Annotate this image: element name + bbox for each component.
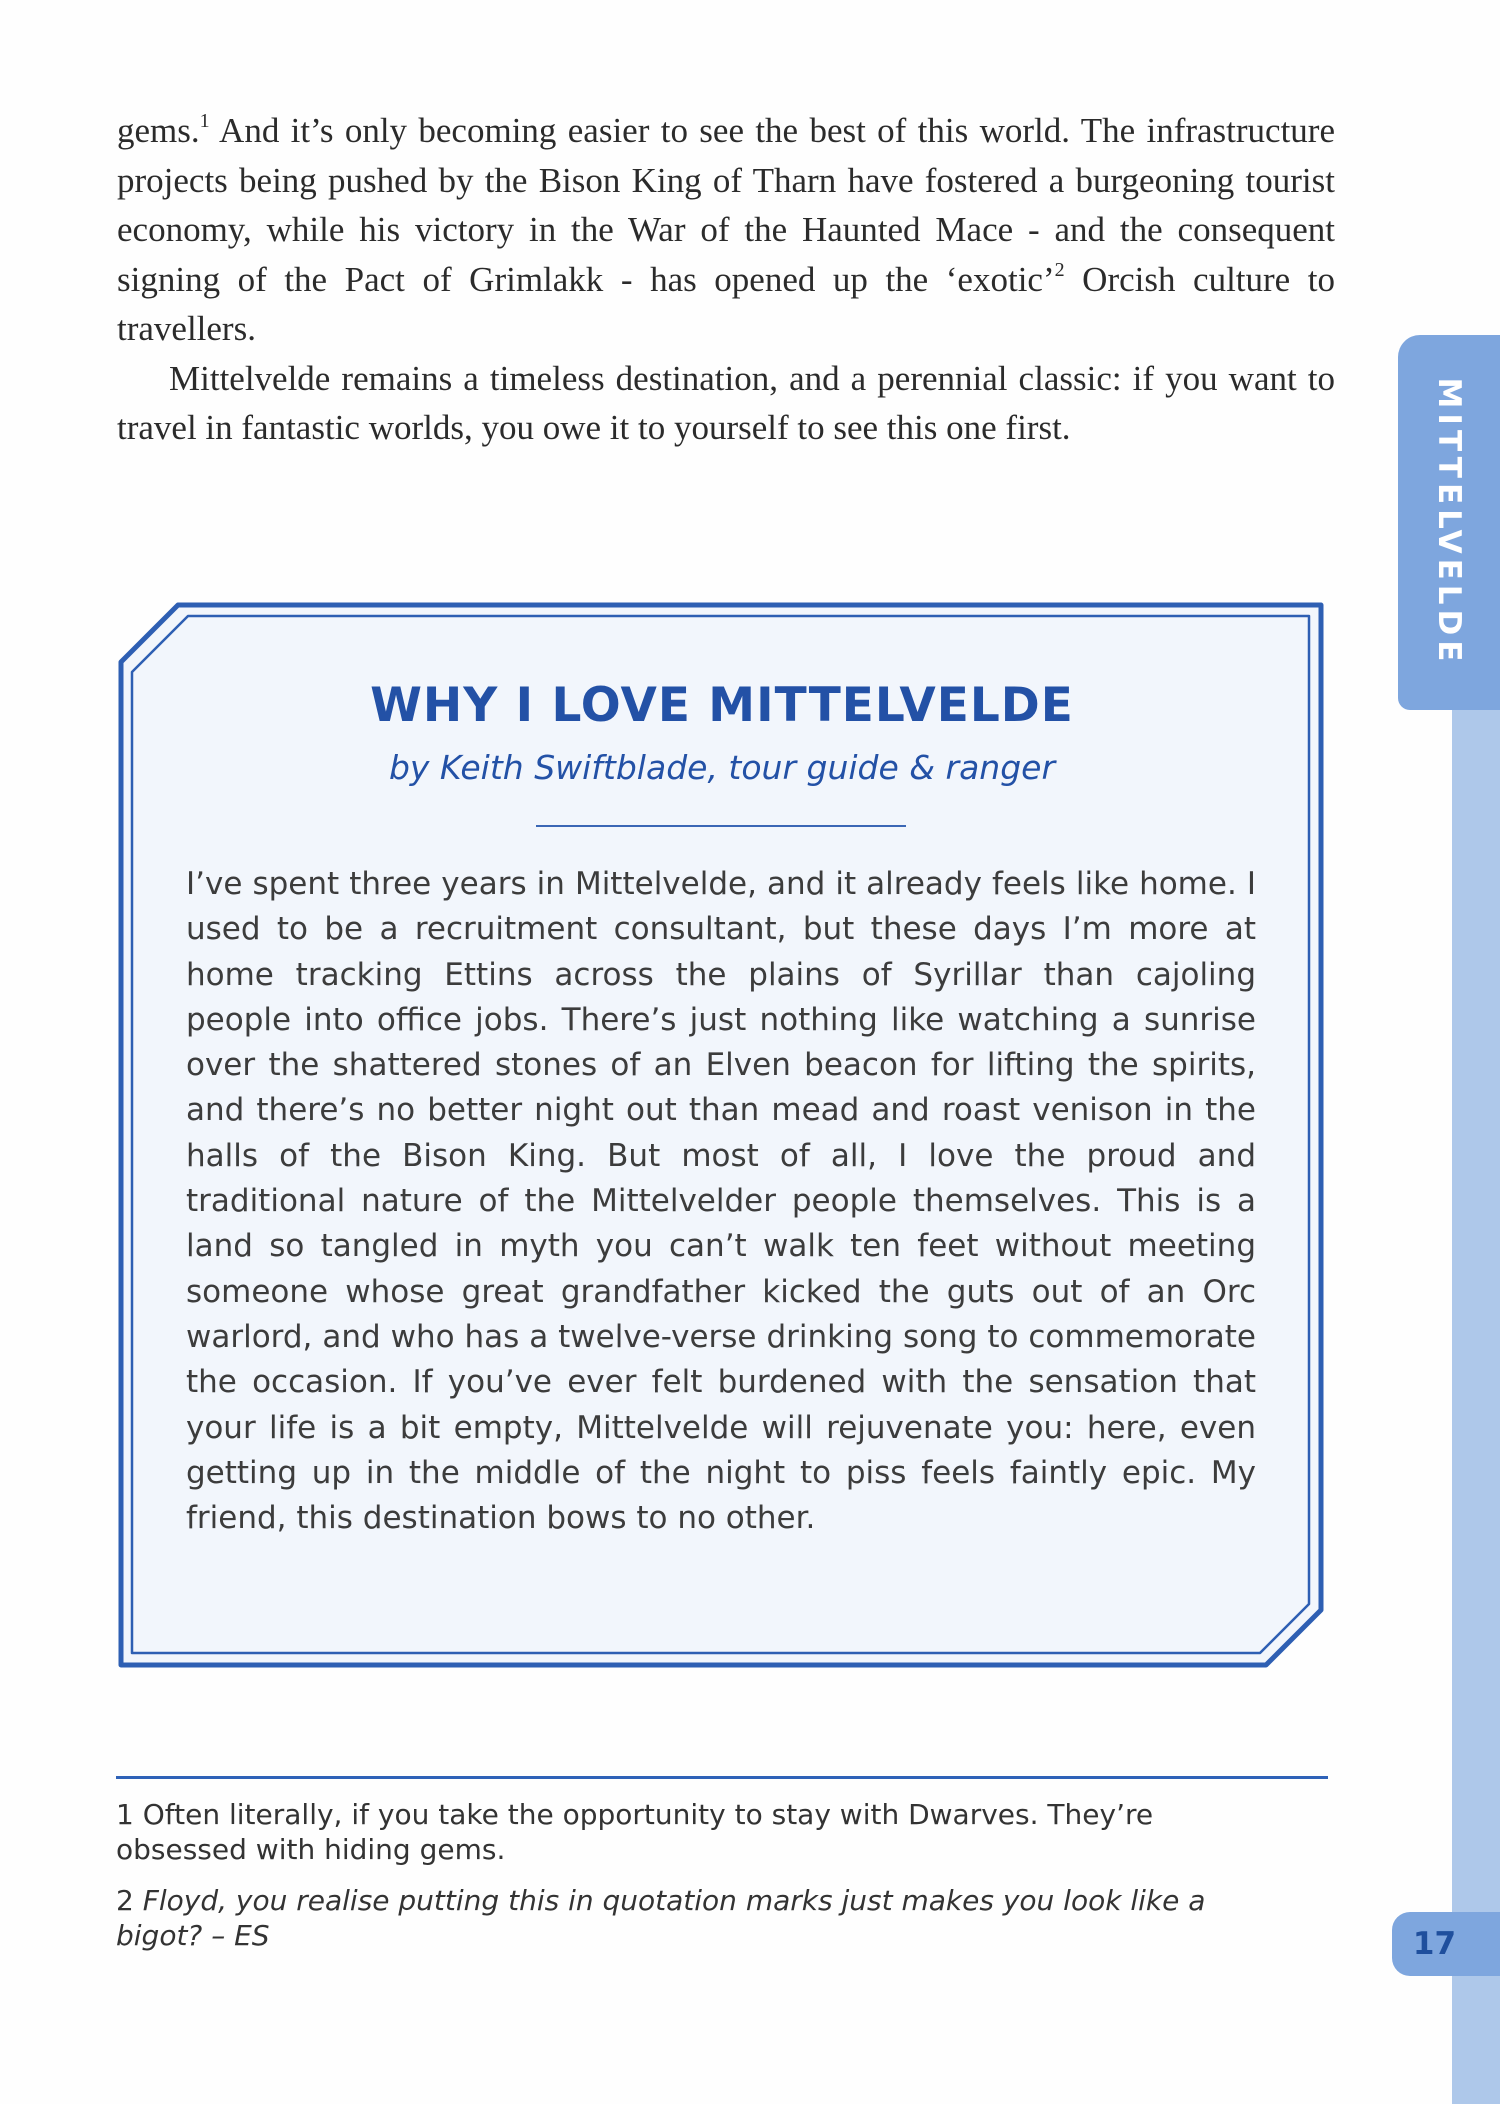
- footnote-2: [116, 1883, 1256, 1953]
- page-number: 17: [1412, 1926, 1457, 1962]
- footnote-text: Floyd, you realise putting this in quotation marks just makes you look like a bigot? – ES: [116, 1884, 1206, 1952]
- feature-title: WHY I LOVE MITTELVELDE: [370, 678, 1074, 733]
- main-text: [117, 106, 1335, 453]
- footnote-ref-2: 2: [1054, 258, 1065, 281]
- footnotes: [116, 1797, 1256, 1969]
- footnote-number: 2: [116, 1884, 134, 1917]
- feature-body: I’ve spent three years in Mittelvelde, and it already feels like home. I used to be a recruitment consultant, but these days I’m more at home tracking Ettins across the plains of Syrillar than cajoling people into office jobs. There’s just nothing like watching a sunrise over the shattered stones of an Elven beacon for lifting the spirits, and there’s no better night out than mead and roast venison in the halls of the Bison King. But most of all, I love the proud and traditional nature of the Mittelvelder people themselves. This is a land so tangled in myth you can’t walk ten feet without meeting someone whose great grandfather kicked the guts out of an Orc warlord, and who has a twelve-verse drinking song to commemorate the occasion. If you’ve ever felt burdened with the sensation that your life is a bit empty, Mittelvelde will rejuvenate you: here, even getting up in the middle of the night to piss feels faintly epic. My friend, this destination bows to no other.: [186, 866, 1256, 1537]
- page-edge-strip: [1452, 700, 1500, 2104]
- footnote-ref-1: 1: [199, 110, 210, 133]
- chapter-tab-label: MITTELVELDE: [1431, 377, 1467, 667]
- footnote-divider: [116, 1776, 1328, 1779]
- paragraph-2: Mittelvelde remains a timeless destination, and a perennial classic: if you want to travel in fantastic worlds, you owe it to yourself to see this one first.: [117, 358, 1335, 447]
- footnote-number: 1: [116, 1798, 134, 1831]
- feature-box: [116, 600, 1328, 1670]
- paragraph-1: gems.$^1$ And it’s only becoming easier to see the best of this world. The infrastructure projects being pushed by the Bison King of Tharn have fostered a burgeoning tourist economy, while his victory in the War of the Haunted Mace - and the consequent signing of the Pact of Grimlakk - has opened up the ‘exotic’$^2$ Orcish culture to travellers.: [117, 110, 1335, 348]
- footnote-1: [116, 1797, 1256, 1867]
- footnote-text: Often literally, if you take the opportunity to stay with Dwarves. They’re obsessed with hiding gems.: [116, 1798, 1154, 1866]
- feature-byline: by Keith Swiftblade, tour guide & ranger: [388, 748, 1056, 787]
- title-divider: [536, 825, 906, 827]
